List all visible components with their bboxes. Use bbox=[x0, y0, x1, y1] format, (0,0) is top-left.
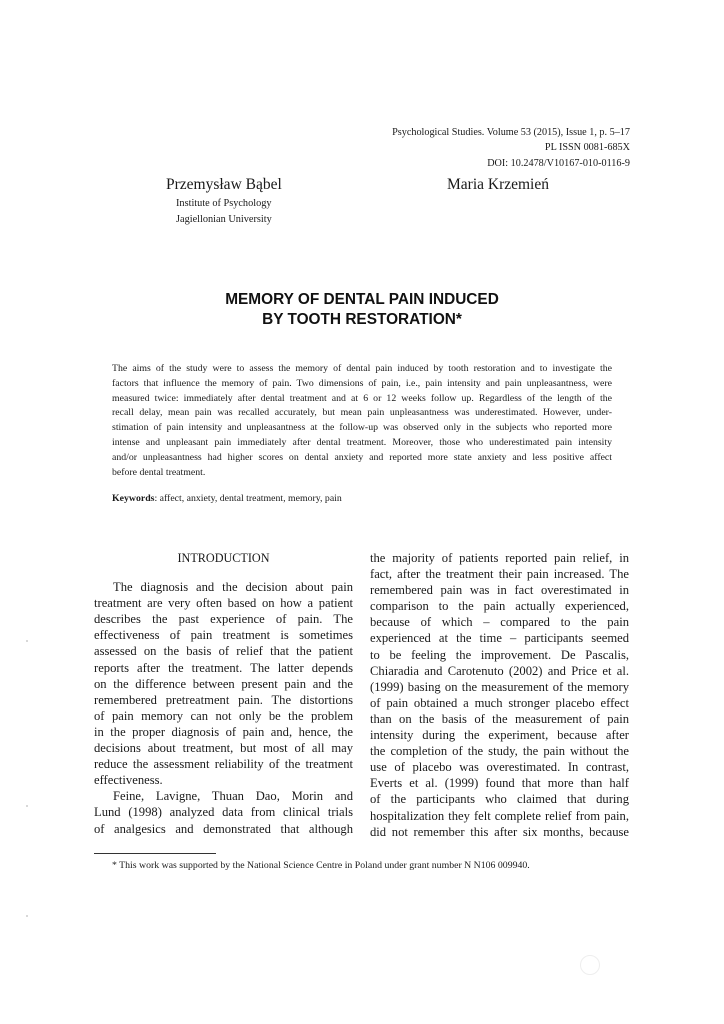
title-line: BY TOOTH RESTORATION* bbox=[262, 310, 462, 328]
body-line: did not remember this after six months, because bbox=[370, 824, 629, 839]
body-line: use of placebo was overestimated. In contrast, bbox=[370, 760, 629, 775]
body-line: (1999) basing on the measurement of the memory bbox=[370, 679, 629, 694]
section-heading: INTRODUCTION bbox=[177, 551, 270, 565]
body-line: effectiveness. bbox=[94, 773, 163, 788]
abstract-line: before dental treatment. bbox=[112, 466, 206, 478]
right-column bbox=[370, 550, 629, 840]
abstract-line: stimation of pain intensity and unpleasantness at the follow-up was observed only in the subjects who reported more bbox=[112, 422, 612, 434]
keywords bbox=[112, 493, 342, 504]
body-line: of pain obtained a much stronger placebo effect bbox=[370, 695, 629, 710]
body-line: comparison to the pain actually experienced, bbox=[370, 599, 629, 614]
body-line: Lund (1998) analyzed data from clinical trials bbox=[94, 805, 353, 820]
body-line: on the difference between present pain and the bbox=[94, 676, 353, 691]
body-line: hospitalization they felt complete relief from pain, bbox=[370, 808, 629, 823]
author-name: Przemysław Bąbel bbox=[166, 176, 282, 193]
abstract-line: intense and unpleasant pain immediately after dental treatment. Moreover, those who underestimated pain intensity bbox=[112, 436, 612, 448]
body-line: in the proper diagnosis of pain and, hence, the bbox=[94, 724, 353, 739]
paper-title bbox=[0, 290, 724, 329]
author-name: Maria Krzemień bbox=[447, 176, 549, 193]
footnote-divider bbox=[94, 853, 216, 854]
body-line: treatment are very often based on how a patient bbox=[94, 596, 353, 611]
body-line: than on the basis of the measurement of pain bbox=[370, 711, 629, 726]
body-line: reports after the treatment. The latter depends bbox=[94, 660, 353, 675]
abstract-line: measured twice: immediately after dental treatment and at 6 or 12 weeks follow up. Regardless of the length of the bbox=[112, 392, 612, 404]
body-line: fact, after the treatment their pain increased. The bbox=[370, 567, 629, 582]
author-affiliation: Institute of Psychology bbox=[176, 198, 272, 209]
margin-mark bbox=[26, 805, 28, 807]
body-line: to be feeling the improvement. De Pascalis, bbox=[370, 647, 629, 662]
body-line: describes the past experience of pain. The bbox=[94, 612, 353, 627]
body-line: remembered pretreatment pain. The distortions bbox=[94, 692, 353, 707]
keywords-text: : affect, anxiety, dental treatment, memory, pain bbox=[154, 493, 342, 504]
abstract-line: and/or unpleasantness had higher scores on dental anxiety and reported more state anxiety and less positive affect bbox=[112, 451, 612, 463]
body-line: remembered pain was in fact overestimated in bbox=[370, 583, 629, 598]
body-line: Chiaradia and Carotenuto (2002) and Price et al. bbox=[370, 663, 629, 678]
body-line: because of which – compared to the pain bbox=[370, 615, 629, 630]
left-column bbox=[94, 550, 353, 837]
body-line: of analgesics and demonstrated that although bbox=[94, 821, 353, 836]
body-line: The diagnosis and the decision about pain bbox=[113, 580, 353, 595]
author-affiliation: Jagiellonian University bbox=[176, 214, 272, 225]
abstract-line: recall delay, mean pain was recalled accurately, but mean pain unpleasantness was underestimated. However, under- bbox=[112, 407, 612, 419]
journal-info bbox=[392, 125, 630, 171]
body-line: the majority of patients reported pain relief, in bbox=[370, 551, 629, 565]
footnote: * This work was supported by the National Science Centre in Poland under grant number N N106 009940. bbox=[112, 860, 530, 871]
body-line: reduce the assessment reliability of the treatment bbox=[94, 757, 353, 772]
abstract-line: factors that influence the memory of pain. Two dimensions of pain, i.e., pain intensity and pain unpleasantness, were bbox=[112, 377, 612, 389]
journal-doi: DOI: 10.2478/V10167-010-0116-9 bbox=[487, 157, 630, 169]
body-line: experienced at the time – participants seemed bbox=[370, 631, 629, 646]
title-line: MEMORY OF DENTAL PAIN INDUCED bbox=[225, 291, 499, 308]
abstract-line: The aims of the study were to assess the memory of dental pain induced by tooth restoration and to investigate the bbox=[112, 363, 612, 374]
body-line: of pain memory can not only be the problem bbox=[94, 708, 353, 723]
margin-mark bbox=[26, 640, 28, 642]
body-line: Feine, Lavigne, Thuan Dao, Morin and bbox=[113, 789, 353, 804]
body-line: of the participants who claimed that during bbox=[370, 792, 629, 807]
body-line: intensity during the experiment, because after bbox=[370, 728, 629, 743]
watermark-logo bbox=[580, 955, 600, 975]
keywords-label: Keywords bbox=[112, 493, 155, 504]
body-line: Everts et al. (1999) found that more than half bbox=[370, 776, 629, 791]
abstract bbox=[112, 362, 612, 480]
journal-issn: PL ISSN 0081-685X bbox=[544, 142, 630, 154]
body-line: assessed on the basis of relief that the patient bbox=[94, 644, 353, 659]
journal-citation: Psychological Studies. Volume 53 (2015), Issue 1, p. 5–17 bbox=[392, 127, 630, 138]
body-line: effectiveness of pain treatment is sometimes bbox=[94, 628, 353, 643]
body-line: the completion of the study, the pain without the bbox=[370, 744, 629, 759]
body-line: decisions about treatment, but most of all may bbox=[94, 741, 353, 756]
margin-mark bbox=[26, 915, 28, 917]
